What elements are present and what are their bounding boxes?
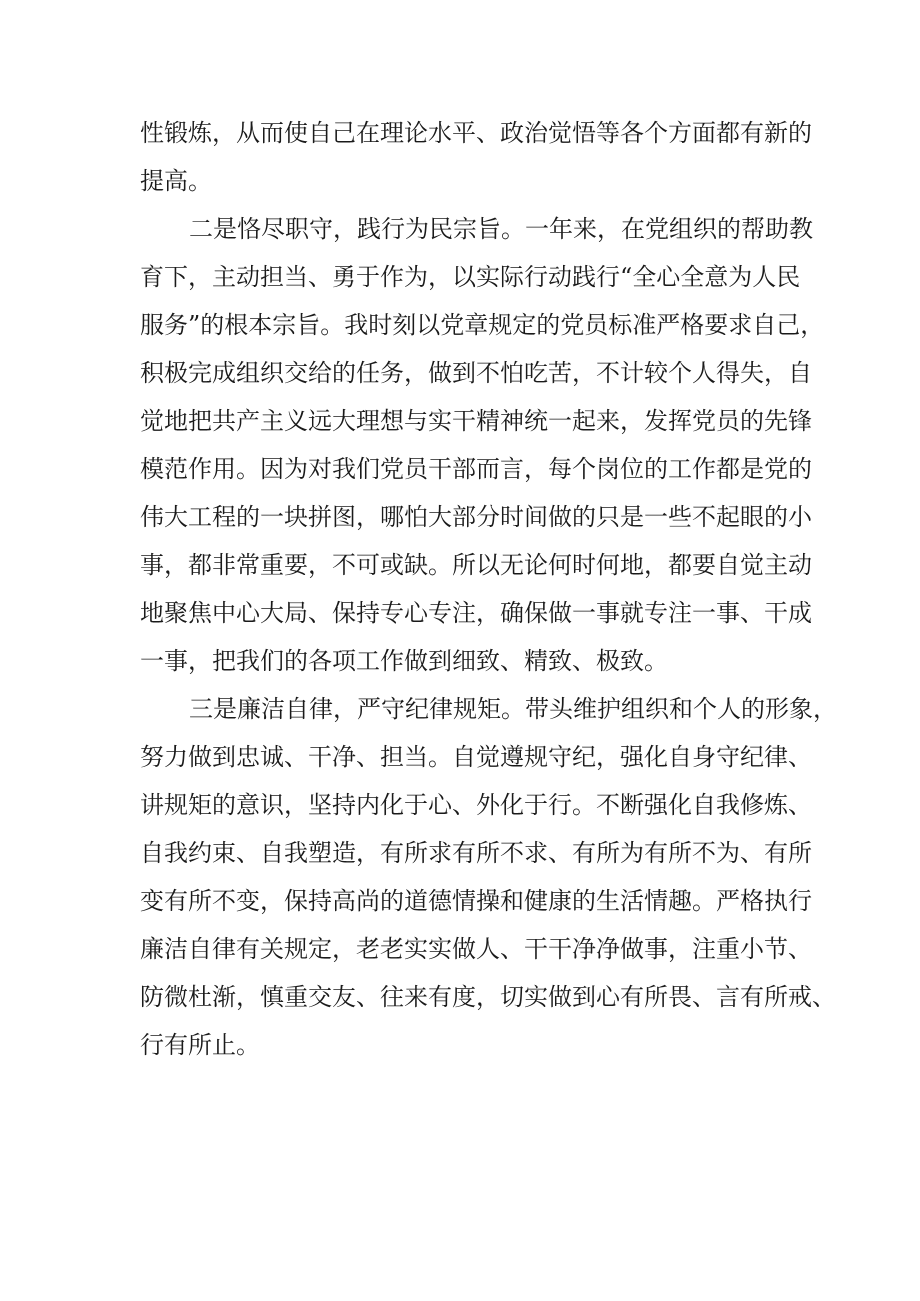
text-line [0,973,920,1021]
text-line-content: 变有所不变，保持高尚的道德情操和健康的生活情趣。严格执行 [140,887,812,915]
text-line-content: 模范作用。因为对我们党员干部而言，每个岗位的工作都是党的 [140,455,812,483]
text-line [0,925,920,973]
text-line [0,733,920,781]
text-line [0,253,920,301]
text-line-content: 觉地把共产主义远大理想与实干精神统一起来，发挥党员的先锋 [140,407,812,435]
text-line [0,301,920,349]
text-line [0,781,920,829]
text-line [0,349,920,397]
text-line [0,637,920,685]
text-line [0,493,920,541]
text-line-content: 防微杜渐，慎重交友、往来有度，切实做到心有所畏、言有所戒、 [140,983,836,1011]
text-line-content: 努力做到忠诚、干净、担当。自觉遵规守纪，强化自身守纪律、 [140,743,812,771]
text-line-content: 伟大工程的一块拼图，哪怕大部分时间做的只是一些不起眼的小 [140,503,812,531]
text-line-content: 三是廉洁自律，严守纪律规矩。带头维护组织和个人的形象， [189,695,837,723]
text-line [0,541,920,589]
text-line-content: 事，都非常重要，不可或缺。所以无论何时何地，都要自觉主动 [140,551,812,579]
text-line-content: 积极完成组织交给的任务，做到不怕吃苦，不计较个人得失，自 [140,359,812,387]
text-line-content: 行有所止。 [140,1031,260,1059]
paragraph-first-line [0,685,920,733]
text-line-content: 服务”的根本宗旨。我时刻以党章规定的党员标准严格要求自己， [140,311,825,339]
text-line-content: 育下，主动担当、勇于作为，以实际行动践行“全心全意为人民 [140,263,801,291]
text-line [0,109,920,157]
text-line [0,397,920,445]
text-line [0,445,920,493]
text-line-content: 提高。 [140,167,212,195]
text-line [0,1021,920,1069]
text-line [0,157,920,205]
text-line [0,829,920,877]
text-line-content: 性锻炼，从而使自己在理论水平、政治觉悟等各个方面都有新的 [140,119,812,147]
text-line-content: 讲规矩的意识，坚持内化于心、外化于行。不断强化自我修炼、 [140,791,812,819]
text-line [0,589,920,637]
text-line-content: 自我约束、自我塑造，有所求有所不求、有所为有所不为、有所 [140,839,812,867]
text-line-content: 廉洁自律有关规定，老老实实做人、干干净净做事，注重小节、 [140,935,812,963]
text-line [0,877,920,925]
text-line-content: 一事，把我们的各项工作做到细致、精致、极致。 [140,647,668,675]
text-line-content: 二是恪尽职守，践行为民宗旨。一年来，在党组织的帮助教 [189,215,813,243]
text-line-content: 地聚焦中心大局、保持专心专注，确保做一事就专注一事、干成 [140,599,812,627]
paragraph-first-line [0,205,920,253]
